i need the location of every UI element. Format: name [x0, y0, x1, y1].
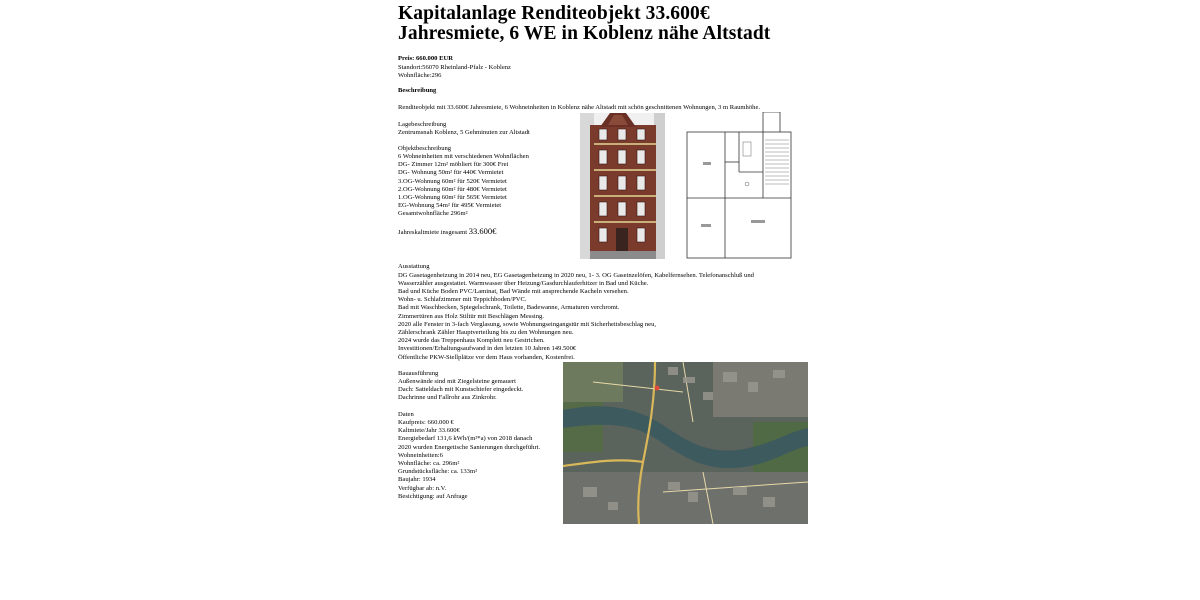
satellite-map	[563, 362, 808, 524]
price: Preis: 660.000 EUR	[398, 55, 454, 62]
construction-list	[398, 378, 523, 403]
location-heading: Lagebeschreibung	[398, 120, 447, 128]
data-line: Grundstücksfläche: ca. 133m²	[398, 468, 478, 476]
equipment-heading: Ausstattung	[398, 263, 430, 270]
data-line: Wohnfläche: ca. 296m²	[398, 460, 460, 468]
data-heading: Daten	[398, 410, 414, 418]
construction-heading: Bauausführung	[398, 369, 439, 377]
equipment-list	[398, 272, 754, 362]
data-line: Besichtigung: auf Anfrage	[398, 492, 468, 500]
floor-plan	[685, 112, 793, 259]
object-line: 2.OG-Wohnung 60m² für 480€ Vermietet	[398, 185, 507, 193]
annual-rent-label: Jahreskaltmiete insgesamt	[398, 229, 468, 236]
page-title: Kapitalanlage Renditeobjekt 33.600€ Jahresmiete, 6 WE in Koblenz nähe Altstadt	[398, 3, 771, 44]
building-photo	[580, 113, 665, 259]
equipment-line: 2020 alle Fenster in 3-fach Verglasung, sowie Wohnungseingangstür mit Sicherheitsbeschlag neu,	[398, 320, 657, 328]
construction-line: Dachrinne und Fallrohr aus Zinkrohr.	[398, 393, 497, 401]
annual-rent	[398, 227, 496, 237]
equipment-line: Bad und Küche Boden PVC/Laminat, Bad Wände mit ansprechende Kacheln versehen.	[398, 287, 629, 295]
object-list	[398, 153, 529, 219]
construction-line: Außenwände sind mit Ziegelsteine gemauert	[398, 377, 516, 385]
expose-page	[398, 0, 808, 600]
map-pin-icon	[655, 386, 660, 391]
object-line: 1.OG-Wohnung 60m² für 565€ Vermietet	[398, 194, 507, 202]
satellite-map-image	[563, 362, 808, 524]
equipment-line: Wasserzähler ausgestattet. Warmwasser über Heizung/Gasdurchlauferhitzer in Bad und Küche.	[398, 279, 649, 287]
data-line: Wohneinheiten:6	[398, 451, 443, 459]
object-line: DG- Wohnung 50m² für 440€ Vermietet	[398, 169, 504, 177]
data-line: Baujahr: 1934	[398, 476, 436, 484]
equipment-line: Investitionen/Erhaltungsaufwand in den letzten 10 Jahren 149.500€	[398, 345, 577, 353]
living-area: Wohnfläche:296	[398, 71, 442, 79]
object-heading: Objektbeschreibung	[398, 145, 452, 152]
location-text: Zentrumsnah Koblenz, 5 Gehminuten zur Altstadt	[398, 128, 530, 136]
object-line: EG-Wohnung 54m² für 495€ Vermietet	[398, 202, 502, 210]
building-photo-image	[580, 113, 665, 259]
object-line: Gesamtwohnfläche 296m²	[398, 210, 468, 218]
location: Standort:56070 Rheinland-Pfalz - Koblenz	[398, 63, 511, 71]
description-text: Renditeobjekt mit 33.600€ Jahresmiete, 6 Wohneinheiten in Koblenz nähe Altstadt mit schön geschnittenen Wohnungen, 3 m Raumhöhe.	[398, 104, 761, 111]
equipment-line: Öffentliche PKW-Stellplätze vor dem Haus vorhanden, Kostenfrei.	[398, 353, 575, 361]
equipment-line: Zimmertüren aus Holz Stiltür mit Beschlägen Messing.	[398, 312, 544, 320]
data-line: 2020 wurden Energetische Sanierungen durchgeführt.	[398, 443, 541, 451]
data-list	[398, 419, 540, 501]
object-line: DG- Zimmer 12m² möbliert für 300€ Frei	[398, 161, 509, 169]
object-line: 6 Wohneinheiten mit verschiedenen Wohnflächen	[398, 153, 529, 160]
equipment-line: Wohn- u. Schlafzimmer mit Teppichboden/PVC.	[398, 296, 527, 304]
equipment-line: Bad mit Waschbecken, Spiegelschrank, Toilette, Badewanne, Armaturen verchromt.	[398, 304, 620, 312]
data-line: Kaltmiete/Jahr 33.600€	[398, 427, 460, 435]
annual-rent-value: 33.600€	[468, 226, 497, 236]
data-line: Verfügbar ab: n.V.	[398, 484, 447, 492]
equipment-line: Zählerschrank Zähler Hauptverteilung bis zu den Wohnungen neu.	[398, 328, 574, 336]
object-line: 3.OG-Wohnung 60m² für 520€ Vermietet	[398, 177, 507, 185]
data-line: Kaufpreis: 660.000 €	[398, 419, 454, 426]
equipment-line: DG Gasetagenheizung in 2014 neu, EG Gasetagenheizung in 2020 neu, 1- 3. OG Gaseinzelöfen, Kabelfernsehen. Telefonanschluß und	[398, 271, 754, 279]
floor-plan-drawing	[685, 112, 793, 259]
description-heading: Beschreibung	[398, 87, 437, 94]
equipment-line: 2024 wurde das Treppenhaus Komplett neu Gestrichen.	[398, 337, 545, 345]
data-line: Energiebedarf 131,6 kWh/(m²*a) von 2018 danach	[398, 435, 533, 443]
construction-line: Dach: Satteldach mit Kunstschiefer eingedeckt.	[398, 385, 524, 393]
